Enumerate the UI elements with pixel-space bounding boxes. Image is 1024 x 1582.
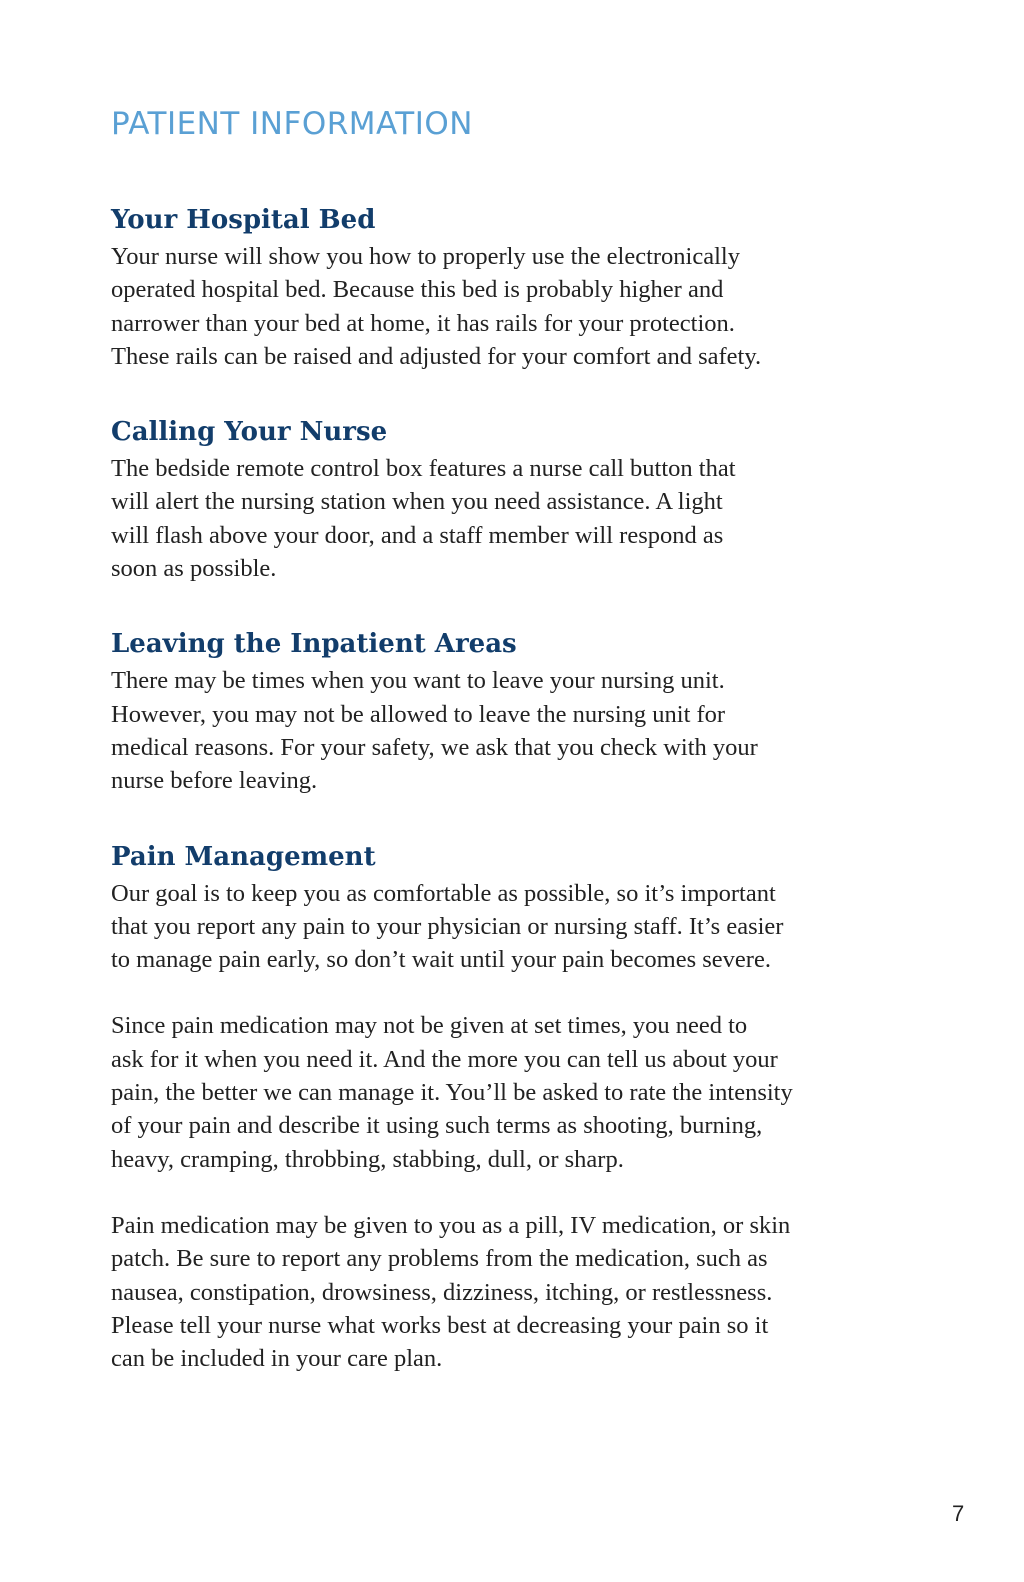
section-heading: Your Hospital Bed (111, 205, 376, 235)
page-number: 7 (952, 1501, 965, 1526)
text-line: Your nurse will show you how to properly use the electronically (111, 243, 740, 270)
text-line: Pain medication may be given to you as a pill, IV medication, or skin (111, 1211, 791, 1239)
text-line: nurse before leaving. (111, 767, 318, 795)
body-paragraph (111, 1209, 911, 1375)
text-line: Since pain medication may not be given at set times, you need to (111, 1012, 748, 1040)
text-line: that you report any pain to your physician or nursing staff. It’s easier (111, 912, 784, 940)
text-line: will flash above your door, and a staff member will respond as (111, 521, 724, 549)
section-heading: Leaving the Inpatient Areas (111, 629, 517, 660)
text-line: will alert the nursing station when you need assistance. A light (111, 488, 723, 516)
text-line: can be included in your care plan. (111, 1345, 443, 1373)
text-line: heavy, cramping, throbbing, stabbing, dull, or sharp. (111, 1145, 624, 1173)
text-line: ask for it when you need it. And the more you can tell us about your (111, 1045, 778, 1073)
text-line: Please tell your nurse what works best at decreasing your pain so it (111, 1311, 769, 1339)
text-line: patch. Be sure to report any problems from the medication, such as (111, 1245, 768, 1273)
section (111, 200, 911, 373)
section (111, 624, 911, 797)
text-line: nausea, constipation, drowsiness, dizziness, itching, or restlessness. (111, 1278, 773, 1306)
text-line: These rails can be raised and adjusted for your comfort and safety. (111, 342, 762, 370)
document-body (111, 200, 911, 1414)
text-line: The bedside remote control box features a nurse call button that (111, 455, 736, 483)
section (111, 837, 911, 1376)
section-heading: Pain Management (111, 841, 376, 872)
text-line: of your pain and describe it using such terms as shooting, burning, (111, 1112, 763, 1140)
text-line: operated hospital bed. Because this bed is probably higher and (111, 276, 724, 304)
section-heading: Calling Your Nurse (111, 417, 388, 448)
body-paragraph (111, 452, 911, 585)
body-paragraph (111, 877, 911, 977)
text-line: However, you may not be allowed to leave the nursing unit for (111, 700, 726, 728)
text-line: There may be times when you want to leave your nursing unit. (111, 667, 725, 695)
page-title: PATIENT INFORMATION (111, 106, 473, 142)
text-line: medical reasons. For your safety, we ask that you check with your (111, 733, 758, 761)
section (111, 412, 911, 585)
text-line: narrower than your bed at home, it has rails for your protection. (111, 309, 735, 337)
text-line: pain, the better we can manage it. You’ll be asked to rate the intensity (111, 1079, 793, 1107)
body-paragraph (111, 664, 911, 797)
text-line: soon as possible. (111, 555, 277, 583)
body-paragraph (111, 240, 911, 373)
text-line: Our goal is to keep you as comfortable as possible, so it’s important (111, 879, 776, 907)
text-line: to manage pain early, so don’t wait until your pain becomes severe. (111, 946, 771, 974)
body-paragraph (111, 1009, 911, 1175)
